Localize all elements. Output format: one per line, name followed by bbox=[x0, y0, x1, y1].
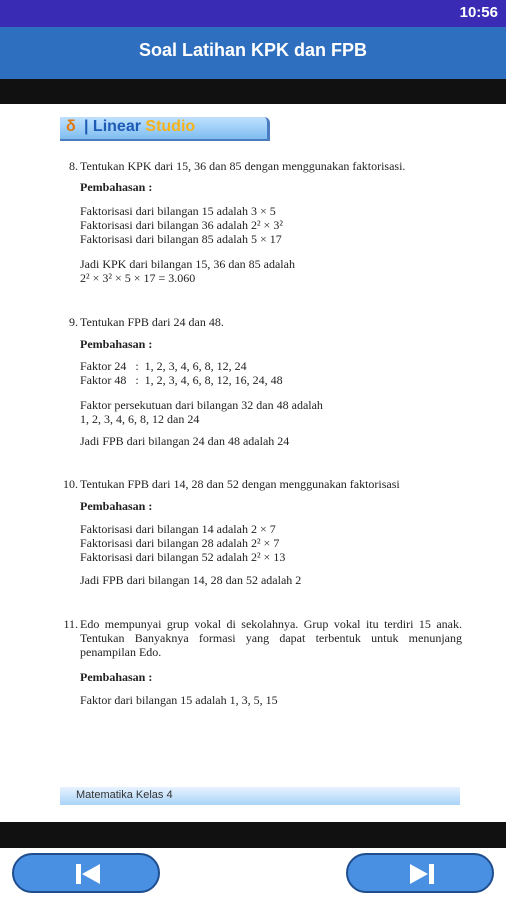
pembahasan-heading: Pembahasan : bbox=[80, 499, 153, 513]
answer-line: Faktorisasi dari bilangan 85 adalah 5 × 17 bbox=[80, 232, 282, 246]
answer-line: Faktorisasi dari bilangan 14 adalah 2 × 7 bbox=[80, 522, 276, 536]
top-divider bbox=[0, 79, 506, 104]
pembahasan-heading: Pembahasan : bbox=[80, 337, 153, 351]
app-bar bbox=[0, 27, 506, 79]
skip-next-icon bbox=[407, 862, 437, 886]
bottom-divider bbox=[0, 822, 506, 848]
question-text: Tentukan FPB dari 14, 28 dan 52 dengan menggunakan faktorisasi bbox=[80, 477, 400, 491]
answer-line: Faktorisasi dari bilangan 52 adalah 2² × 13 bbox=[80, 550, 286, 564]
answer-line: 1, 2, 3, 4, 6, 8, 12 dan 24 bbox=[80, 412, 200, 426]
app-title: Soal Latihan KPK dan FPB bbox=[138, 40, 368, 60]
answer-line: Faktor 48 : 1, 2, 3, 4, 6, 8, 12, 16, 24, 48 bbox=[80, 373, 283, 387]
question-number: 9. bbox=[69, 315, 78, 329]
linear-studio-logo-icon: δ bbox=[66, 118, 76, 135]
next-button[interactable] bbox=[346, 853, 494, 893]
question-number: 8. bbox=[69, 159, 78, 173]
question-text: Tentukan FPB dari 24 dan 48. bbox=[80, 315, 224, 329]
linear-studio-banner bbox=[60, 117, 270, 141]
answer-line: Faktorisasi dari bilangan 36 adalah 2² × 3² bbox=[80, 218, 283, 232]
question-text: Edo mempunyai grup vokal di sekolahnya. Grup vokal itu terdiri 15 anak. Tentukan Banyaknya formasi yang dapat terbentuk untuk menunjang penampilan Edo. bbox=[80, 617, 462, 659]
question-number: 10. bbox=[63, 477, 78, 491]
answer-line: Faktor persekutuan dari bilangan 32 dan 48 adalah bbox=[80, 398, 323, 412]
answer-line: Faktorisasi dari bilangan 15 adalah 3 × 5 bbox=[80, 204, 276, 218]
status-bar bbox=[0, 0, 506, 27]
navigation-bar bbox=[0, 848, 506, 900]
document-page[interactable] bbox=[0, 104, 506, 822]
pembahasan-heading: Pembahasan : bbox=[80, 670, 153, 684]
conclusion-line: Jadi FPB dari bilangan 14, 28 dan 52 adalah 2 bbox=[80, 573, 302, 587]
answer-line: Faktorisasi dari bilangan 28 adalah 2² × 7 bbox=[80, 536, 280, 550]
conclusion-line: Jadi KPK dari bilangan 15, 36 dan 85 adalah bbox=[80, 257, 295, 271]
previous-button[interactable] bbox=[12, 853, 160, 893]
question-number: 11. bbox=[63, 617, 78, 631]
status-time: 10:56 bbox=[459, 4, 498, 21]
conclusion-line: Jadi FPB dari bilangan 24 dan 48 adalah 24 bbox=[80, 434, 290, 448]
page-footer-text: Matematika Kelas 4 bbox=[76, 789, 173, 801]
banner-text-studio: Studio bbox=[145, 118, 196, 135]
conclusion-line: 2² × 3² × 5 × 17 = 3.060 bbox=[80, 271, 196, 285]
banner-text-linear: Linear bbox=[92, 118, 141, 135]
answer-line: Faktor 24 : 1, 2, 3, 4, 6, 8, 12, 24 bbox=[80, 359, 247, 373]
pembahasan-heading: Pembahasan : bbox=[80, 180, 153, 194]
question-text: Tentukan KPK dari 15, 36 dan 85 dengan menggunakan faktorisasi. bbox=[80, 159, 406, 173]
banner-text: | Linear Studio bbox=[84, 118, 196, 135]
skip-previous-icon bbox=[73, 862, 103, 886]
answer-line: Faktor dari bilangan 15 adalah 1, 3, 5, 15 bbox=[80, 693, 278, 707]
